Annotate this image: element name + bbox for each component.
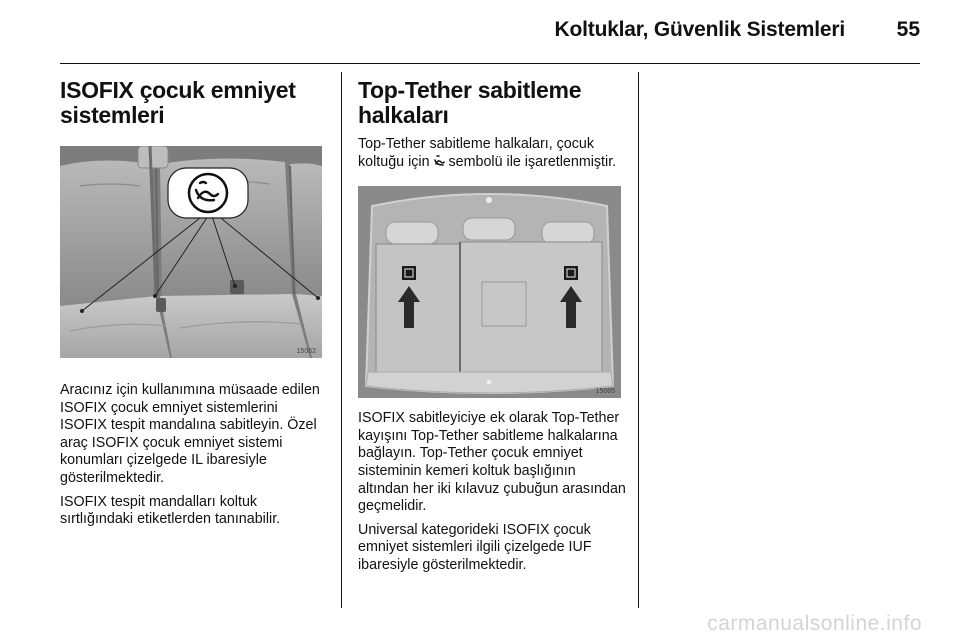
column-divider xyxy=(638,72,639,608)
child-seat-symbol-icon xyxy=(434,154,445,172)
figure-code: 15062 xyxy=(296,348,316,355)
page-number: 55 xyxy=(896,18,920,41)
top-tether-intro xyxy=(358,136,626,171)
left-column xyxy=(60,78,325,529)
watermark: carmanualsonline.info xyxy=(707,612,922,635)
isofix-paragraph-2: ISOFIX tespit mandalları koltuk sırtlığındaki etiketlerden tanınabilir. xyxy=(60,493,281,528)
top-tether-paragraph-1: ISOFIX sabitleyiciye ek olarak Top-Tether kayışını Top-Tether sabitleme halkalarına bağlayın. Top-Tether çocuk emniyet sisteminin kemeri koltuk başlığının altından her iki kılavuz çubuğun arasından geçmelidir. xyxy=(358,410,626,515)
section-heading-isofix: ISOFIX çocuk emniyet sistemleri xyxy=(60,77,296,128)
isofix-seat-illustration xyxy=(60,146,322,358)
rear-seat-isofix-drawing xyxy=(60,146,322,358)
right-column xyxy=(358,78,626,575)
top-tether-trunk-illustration xyxy=(358,186,621,398)
column-divider xyxy=(341,72,342,608)
isofix-paragraph-1: Aracınız için kullanımına müsaade edilen ISOFIX çocuk emniyet sistemlerini ISOFIX tespit mandalına sabitleyin. Özel araç ISOFIX çocuk emniyet sistemi konumları çizelgede IL ibaresiyle gösterilmektedir. xyxy=(60,382,320,486)
intro-text-after: sembolü ile işaretlenmiştir. xyxy=(448,153,617,170)
header-rule xyxy=(60,63,920,64)
section-heading-top-tether: Top-Tether sabitleme halkaları xyxy=(358,77,582,128)
page-header xyxy=(0,14,960,50)
intro-text-before: Top-Tether sabitleme halkaları, çocuk koltuğu için xyxy=(358,136,595,170)
trunk-tether-rings-drawing xyxy=(358,186,621,398)
figure-code: 15065 xyxy=(595,388,615,396)
header-title: Koltuklar, Güvenlik Sistemleri xyxy=(554,18,845,41)
top-tether-paragraph-2: Universal kategorideki ISOFIX çocuk emniyet sistemleri ilgili çizelgede IUF ibaresiyle gösterilmektedir. xyxy=(358,521,592,573)
